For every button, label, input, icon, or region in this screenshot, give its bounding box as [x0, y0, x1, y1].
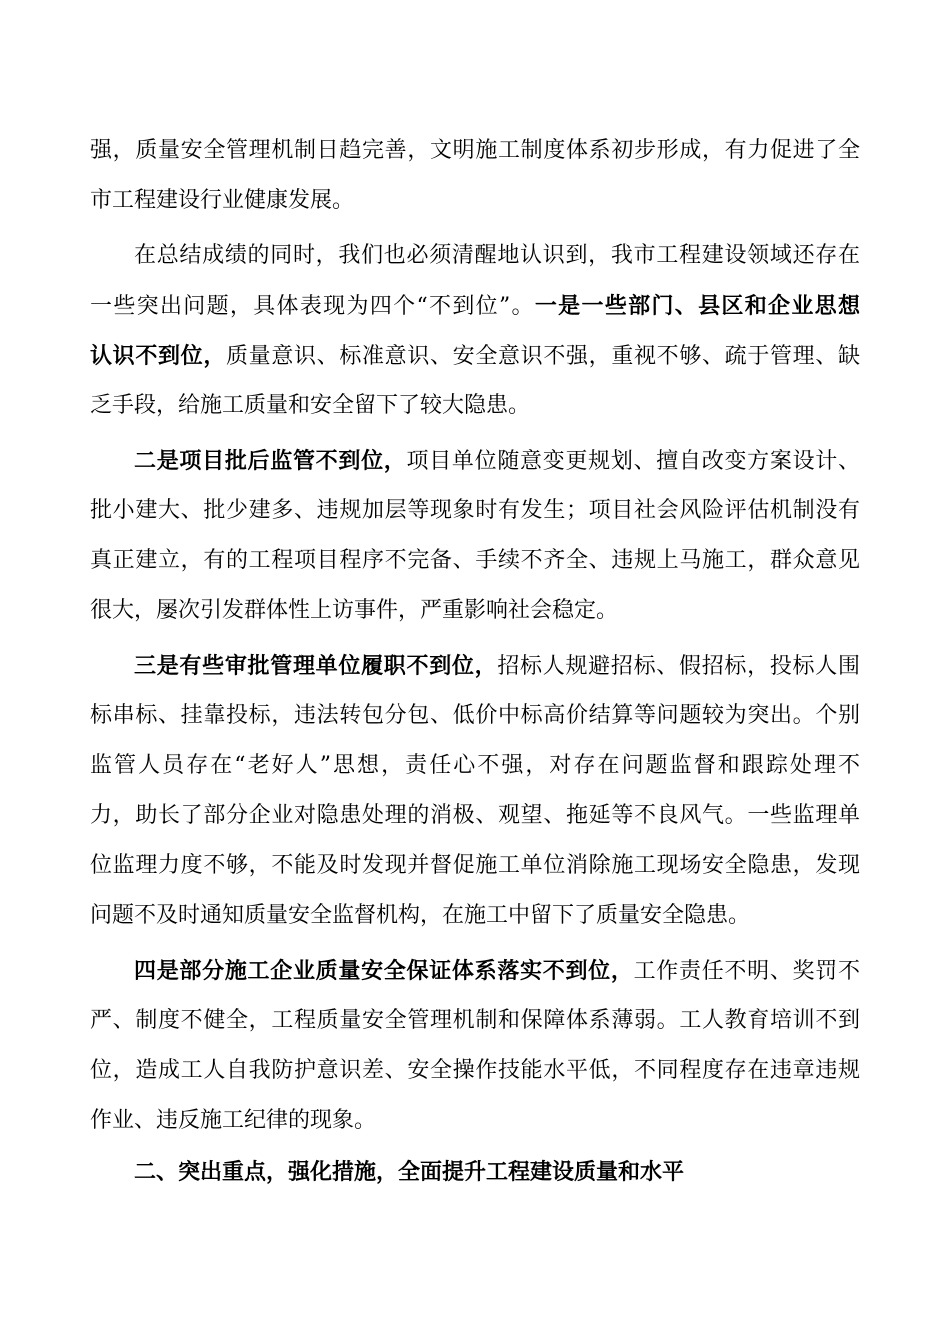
paragraph-3-text: 项目单位随意变更规划、擅自改变方案设计、 — [406, 449, 860, 474]
paragraph-2-text: 一些突出问题，具体表现为四个“不到位”。 — [90, 294, 535, 319]
point-two-heading: 二是项目批后监管不到位， — [134, 448, 407, 474]
paragraph-3-line-1 — [134, 446, 860, 476]
paragraph-1-line-2: 市工程建设行业健康发展。 — [90, 188, 355, 213]
section-heading: 二、突出重点，强化措施，全面提升工程建设质量和水平 — [134, 1159, 685, 1185]
paragraph-2-line-2 — [90, 291, 860, 321]
paragraph-2-line-1: 在总结成绩的同时，我们也必须清醒地认识到，我市工程建设领域还存在 — [134, 243, 860, 268]
paragraph-4-line-4: 力，助长了部分企业对隐患处理的消极、观望、拖延等不良风气。一些监理单 — [90, 803, 860, 828]
paragraph-3-line-4: 很大，屡次引发群体性上访事件，严重影响社会稳定。 — [90, 598, 619, 623]
paragraph-3-line-3: 真正建立，有的工程项目程序不完备、手续不齐全、违规上马施工，群众意见 — [90, 548, 860, 573]
paragraph-5-line-4: 作业、违反施工纪律的现象。 — [90, 1108, 377, 1133]
paragraph-5-line-2: 严、制度不健全，工程质量安全管理机制和保障体系薄弱。工人教育培训不到 — [90, 1008, 860, 1033]
paragraph-1-line-1: 强，质量安全管理机制日趋完善，文明施工制度体系初步形成，有力促进了全 — [90, 138, 860, 163]
paragraph-4-line-2: 标串标、挂靠投标，违法转包分包、低价中标高价结算等问题较为突出。个别 — [90, 703, 860, 728]
point-three-heading: 三是有些审批管理单位履职不到位， — [134, 653, 498, 679]
paragraph-4-line-1 — [134, 651, 860, 681]
paragraph-4-line-6: 问题不及时通知质量安全监督机构，在施工中留下了质量安全隐患。 — [90, 903, 751, 928]
paragraph-4-line-5: 位监理力度不够，不能及时发现并督促施工单位消除施工现场安全隐患，发现 — [90, 853, 860, 878]
point-one-heading-cont: 认识不到位， — [90, 343, 226, 369]
paragraph-5-text: 工作责任不明、奖罚不 — [633, 959, 860, 984]
paragraph-5-line-3: 位，造成工人自我防护意识差、安全操作技能水平低，不同程度存在违章违规 — [90, 1058, 860, 1083]
paragraph-4-line-3: 监管人员存在“老好人”思想，责任心不强，对存在问题监督和跟踪处理不 — [90, 753, 860, 778]
point-four-heading: 四是部分施工企业质量安全保证体系落实不到位， — [134, 958, 634, 984]
paragraph-4-text: 招标人规避招标、假招标，投标人围 — [497, 654, 860, 679]
paragraph-3-line-2: 批小建大、批少建多、违规加层等现象时有发生；项目社会风险评估机制没有 — [90, 498, 860, 523]
paragraph-2-text-cont: 质量意识、标准意识、安全意识不强，重视不够、疏于管理、缺 — [226, 344, 860, 369]
paragraph-2-line-4: 乏手段，给施工质量和安全留下了较大隐患。 — [90, 393, 531, 418]
paragraph-2-line-3 — [90, 341, 860, 371]
paragraph-5-line-1 — [134, 956, 860, 986]
point-one-heading: 一是一些部门、县区和企业思想 — [534, 293, 860, 319]
